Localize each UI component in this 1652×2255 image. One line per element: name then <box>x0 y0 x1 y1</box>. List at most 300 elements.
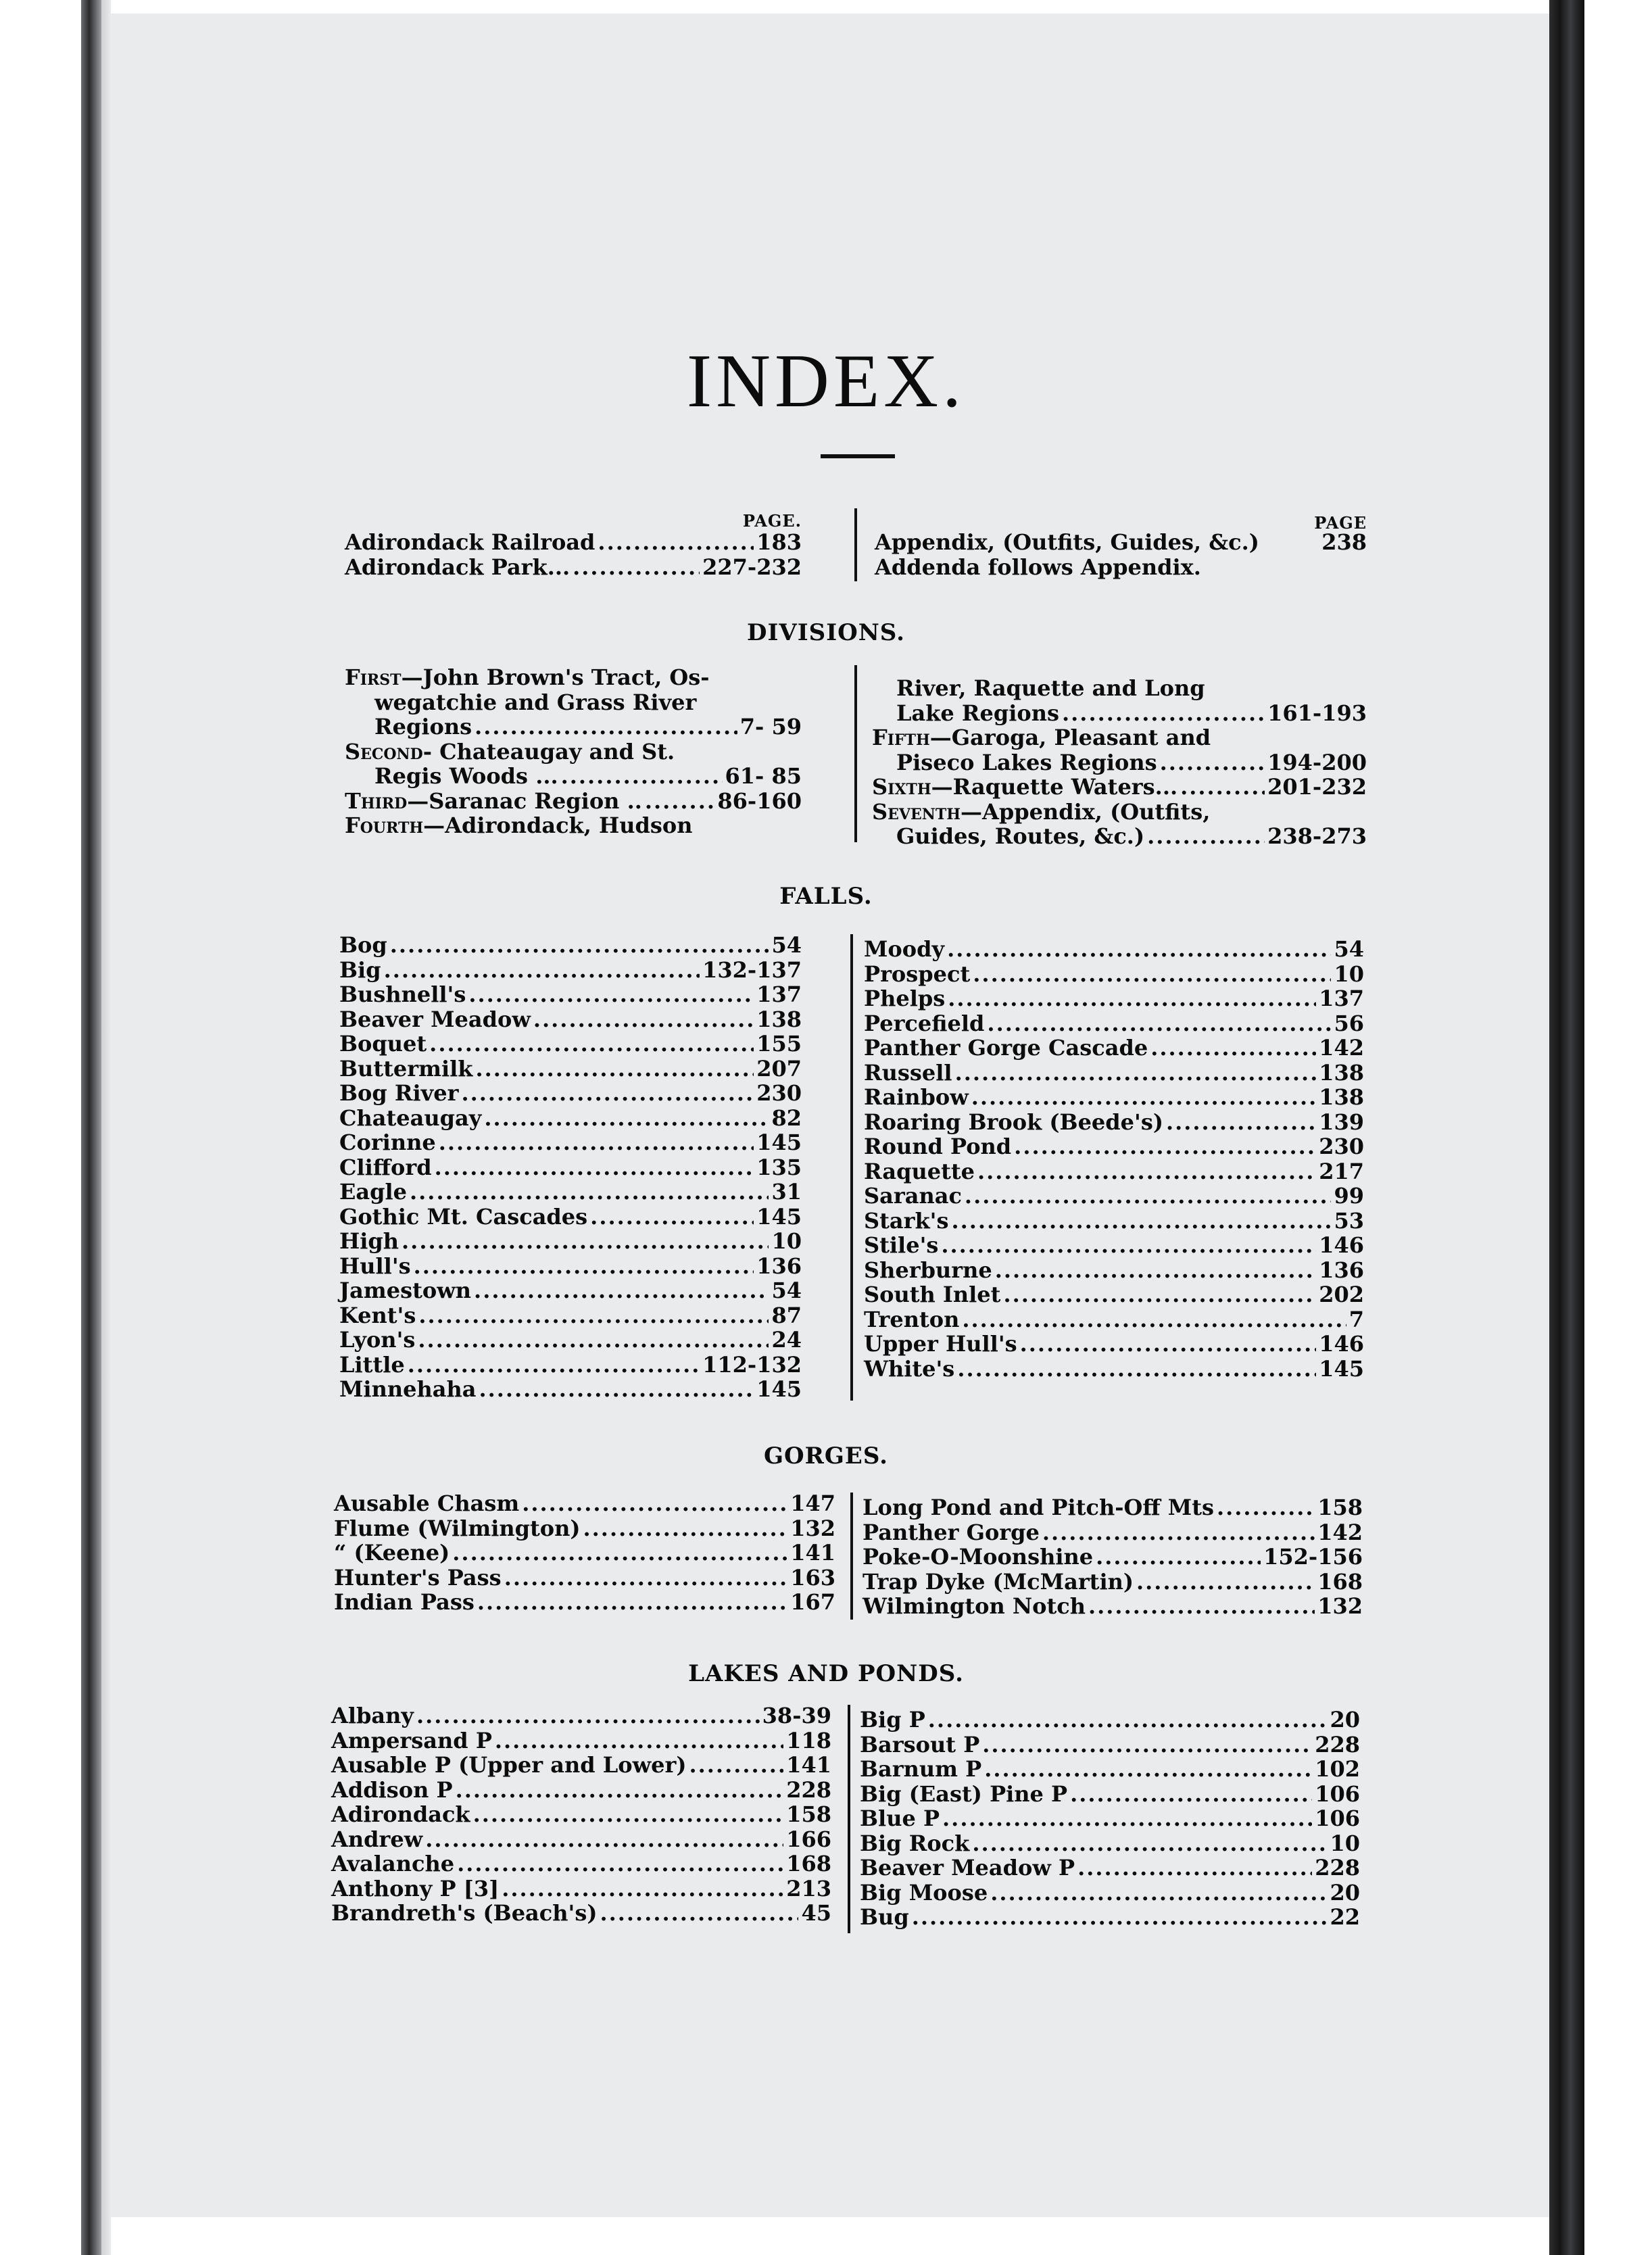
division-entry: Fifth—Garoga, Pleasant and <box>872 725 1211 750</box>
entry-label: Big Rock <box>860 1830 970 1856</box>
leader-dots <box>452 1541 787 1566</box>
entry-page-number: 139 <box>1319 1109 1364 1135</box>
leader-dots <box>416 1703 760 1728</box>
entry-page-number: 168 <box>786 1851 831 1876</box>
entry-label: Hunter's Pass <box>334 1564 502 1591</box>
entry-page-number: 230 <box>1319 1134 1364 1159</box>
index-entry <box>331 1703 831 1728</box>
entry-page-number: 135 <box>756 1154 802 1180</box>
division-entry: Third—Saranac Region .. ..... 86-160 <box>345 789 802 814</box>
index-entry <box>339 1081 802 1106</box>
index-entry <box>864 1011 1364 1036</box>
entry-label: Eagle <box>339 1179 408 1205</box>
index-entry <box>864 1159 1364 1184</box>
entry-page-number: 20 <box>1330 1879 1360 1906</box>
index-entry <box>339 1254 802 1279</box>
section-heading-divisions: DIVISIONS. <box>746 619 905 646</box>
entry-page-number: 7 <box>1349 1306 1364 1332</box>
entry-label: Russell <box>864 1059 952 1086</box>
leader-dots <box>995 1258 1316 1283</box>
leader-dots <box>504 1566 788 1591</box>
leader-dots <box>390 933 769 958</box>
entry-page-number: 168 <box>1317 1568 1363 1595</box>
division-entry: First—John Brown's Tract, Os- <box>345 664 710 690</box>
index-entry <box>331 1753 831 1778</box>
entry-page-number: 138 <box>756 1006 802 1032</box>
leader-dots <box>468 982 754 1007</box>
leader-dots <box>984 1757 1312 1782</box>
entry-label: Lyon's <box>339 1327 416 1353</box>
entry-page-number: 87 <box>771 1302 802 1328</box>
section-heading-falls: FALLS. <box>779 883 873 910</box>
entry-page-number: 145 <box>756 1130 802 1155</box>
index-entry <box>863 1495 1363 1520</box>
leader-dots <box>439 1130 754 1155</box>
entry-page-number: 22 <box>1330 1904 1360 1930</box>
entry-label: Long Pond and Pitch-Off Mts <box>863 1495 1214 1520</box>
index-entry <box>339 982 802 1007</box>
entry-page-number: 147 <box>790 1490 835 1516</box>
entry-page-number: 136 <box>756 1253 802 1279</box>
section-heading-gorges: GORGES. <box>763 1442 889 1470</box>
entry-page-number: 228 <box>1315 1731 1360 1757</box>
entry-label: Avalanche <box>331 1851 455 1876</box>
entry-page-number: 166 <box>786 1826 831 1852</box>
entry-page-number: 163 <box>790 1564 835 1591</box>
leader-dots <box>928 1707 1328 1732</box>
entry-page-number: 10 <box>1334 961 1364 987</box>
entry-label: Trenton <box>864 1306 960 1332</box>
entry-page-number: 106 <box>1315 1780 1360 1807</box>
index-entry <box>860 1881 1360 1906</box>
entry-page-number: 45 <box>801 1900 831 1926</box>
entry-page-number: 145 <box>1319 1355 1364 1382</box>
index-entry <box>863 1570 1363 1595</box>
entry-label: Barnum P <box>860 1756 982 1782</box>
leader-dots <box>1150 1036 1316 1061</box>
entry-label: Albany <box>331 1703 414 1728</box>
entry-label: Kent's <box>339 1302 416 1328</box>
entry-label: Adirondack <box>331 1801 470 1827</box>
entry-label: Jamestown <box>339 1278 472 1303</box>
page-column-label: PAGE <box>1314 513 1367 533</box>
division-entry-line: Guides, Routes, &c.) ..... 238-273 <box>872 824 1367 849</box>
entry-page-number: 158 <box>786 1801 831 1827</box>
leader-dots <box>475 1057 754 1082</box>
index-entry <box>864 1209 1364 1234</box>
division-entry: Seventh—Appendix, (Outfits, <box>872 798 1211 825</box>
column-divider <box>854 508 857 581</box>
index-entry <box>864 1307 1364 1332</box>
leader-dots <box>1166 1110 1316 1135</box>
entry-page-number: 152-156 <box>1263 1544 1363 1570</box>
entry-label: Percefield <box>864 1010 985 1036</box>
leader-dots <box>473 1802 784 1827</box>
entry-label: Brandreth's (Beach's) <box>331 1900 598 1926</box>
entry-page-number: 145 <box>756 1376 802 1402</box>
entry-label: Blue P <box>860 1805 940 1831</box>
entry-label: Andrew <box>331 1826 423 1852</box>
entry-page-number: 54 <box>1334 936 1364 962</box>
index-entry <box>864 1134 1364 1159</box>
leader-dots <box>1077 1856 1312 1881</box>
entry-label: Panther Gorge Cascade <box>864 1035 1148 1061</box>
index-entry <box>860 1732 1360 1757</box>
entry-label: Clifford <box>339 1154 432 1180</box>
index-entry <box>339 1229 802 1254</box>
index-entry <box>334 1566 835 1591</box>
index-entry <box>864 1184 1364 1209</box>
entry-page-number: 53 <box>1334 1207 1364 1234</box>
leader-dots <box>502 1876 783 1901</box>
leader-dots <box>435 1155 754 1180</box>
divisions-right-column <box>872 676 1367 849</box>
division-entry: Sixth—Raquette Waters... ..... 201-232 <box>872 775 1367 800</box>
entry-page-number: 38-39 <box>762 1703 831 1728</box>
leader-dots <box>477 1590 787 1615</box>
index-entry <box>334 1491 835 1516</box>
division-entry-line: wegatchie and Grass River <box>374 689 697 715</box>
leader-dots <box>418 1328 769 1353</box>
index-entry <box>339 1155 802 1180</box>
entry-label: Phelps <box>864 986 946 1011</box>
entry-page-number: 132-137 <box>702 956 802 983</box>
index-entry <box>864 1036 1364 1061</box>
entry-page-number: 213 <box>786 1875 831 1901</box>
index-entry <box>339 1205 802 1230</box>
entry-page-number: 112-132 <box>702 1351 802 1378</box>
entry-label: Ausable P (Upper and Lower) <box>331 1752 687 1778</box>
leader-dots <box>982 1732 1312 1757</box>
entry-page-number: 56 <box>1334 1010 1364 1036</box>
entry-label: Buttermilk <box>339 1055 473 1082</box>
entry-page-number: 132 <box>790 1515 835 1541</box>
entry-label: Prospect <box>864 961 971 987</box>
index-entry <box>339 1180 802 1205</box>
entry-page-number: 141 <box>790 1540 835 1566</box>
column-divider <box>850 934 853 1401</box>
entry-page-number: 136 <box>1319 1257 1364 1283</box>
index-entry <box>864 1357 1364 1382</box>
index-entry <box>860 1831 1360 1856</box>
entry-label: Saranac <box>864 1183 962 1209</box>
index-entry <box>339 1007 802 1032</box>
leader-dots <box>965 1184 1332 1209</box>
entry-label: Rainbow <box>864 1084 969 1110</box>
index-entry: Addenda follows Appendix. <box>875 554 1201 580</box>
leader-dots <box>1014 1134 1316 1159</box>
leader-dots <box>583 1516 788 1541</box>
entry-page-number: 137 <box>1319 986 1364 1011</box>
entry-label: Round Pond <box>864 1134 1012 1159</box>
top-right-column <box>875 513 1367 580</box>
entry-page-number: 230 <box>756 1080 802 1106</box>
entry-label: Roaring Brook (Beede's) <box>864 1109 1163 1135</box>
entry-label: Corinne <box>339 1130 436 1155</box>
index-entry <box>331 1827 831 1852</box>
leader-dots <box>951 1209 1331 1234</box>
index-entry <box>864 937 1364 962</box>
entry-label: White's <box>864 1355 955 1382</box>
gorges-left-column <box>334 1491 835 1615</box>
entry-label: Stile's <box>864 1232 939 1258</box>
index-entry <box>864 986 1364 1011</box>
entry-page-number: 102 <box>1315 1756 1360 1782</box>
entry-label: Barsout P <box>860 1731 980 1757</box>
entry-label: Addison P <box>331 1776 453 1803</box>
entry-label: Bog <box>339 932 387 958</box>
entry-label: Little <box>339 1351 405 1378</box>
index-entry <box>339 1057 802 1082</box>
entry-page-number: 142 <box>1319 1035 1364 1061</box>
leader-dots <box>1070 1782 1312 1807</box>
index-entry <box>331 1802 831 1827</box>
index-entry <box>864 1282 1364 1307</box>
entry-label: Minnehaha <box>339 1376 477 1402</box>
division-entry-line: River, Raquette and Long <box>896 675 1205 701</box>
index-entry <box>339 1278 802 1303</box>
entry-label: Moody <box>864 936 945 962</box>
entry-label: Big <box>339 956 381 983</box>
entry-label: Bog River <box>339 1080 459 1106</box>
index-entry: Adirondack Park... ..... 227-232 <box>345 555 802 580</box>
index-entry <box>860 1782 1360 1807</box>
entry-page-number: 132 <box>1317 1593 1363 1619</box>
index-entry <box>339 1106 802 1131</box>
section-heading-lakes-and-ponds: LAKES AND PONDS. <box>688 1660 964 1687</box>
leader-dots <box>474 1278 769 1303</box>
index-entry <box>860 1806 1360 1831</box>
entry-page-number: 138 <box>1319 1059 1364 1086</box>
entry-page-number: 99 <box>1334 1183 1364 1209</box>
index-entry <box>331 1728 831 1753</box>
leader-dots <box>689 1753 784 1778</box>
division-entry-line: Piseco Lakes Regions ..... 194-200 <box>872 750 1367 775</box>
leader-dots <box>522 1491 787 1516</box>
divisions-left-column <box>345 665 802 838</box>
entry-label: Anthony P [3] <box>331 1875 500 1901</box>
entry-page-number: 118 <box>786 1727 831 1753</box>
page-title: INDEX. <box>686 339 966 423</box>
division-entry: Fourth—Adirondack, Hudson <box>345 813 693 838</box>
entry-label: Hull's <box>339 1253 411 1279</box>
index-entry <box>334 1590 835 1615</box>
index-entry <box>339 1303 802 1328</box>
index-entry <box>339 1328 802 1353</box>
entry-label: Beaver Meadow <box>339 1006 531 1032</box>
entry-label: Wilmington Notch <box>863 1593 1086 1619</box>
leader-dots <box>457 1851 783 1876</box>
entry-label: Gothic Mt. Cascades <box>339 1203 588 1230</box>
index-entry <box>339 1353 802 1378</box>
leader-dots <box>962 1307 1346 1332</box>
lakes-left-column <box>331 1703 831 1926</box>
title-rule <box>821 454 895 458</box>
leader-dots <box>1088 1594 1315 1619</box>
entry-label: Ausable Chasm <box>334 1490 520 1516</box>
entry-label: Stark's <box>864 1207 949 1234</box>
entry-page-number: 10 <box>771 1228 802 1254</box>
leader-dots <box>971 1085 1316 1110</box>
entry-label: “ (Keene) <box>334 1540 450 1566</box>
index-entry <box>331 1778 831 1803</box>
leader-dots <box>990 1881 1327 1906</box>
leader-dots <box>942 1806 1312 1831</box>
entry-page-number: 82 <box>771 1105 802 1131</box>
entry-page-number: 10 <box>1330 1830 1360 1856</box>
division-entry-line: Lake Regions ..... 161-193 <box>872 701 1367 726</box>
leader-dots <box>402 1229 769 1254</box>
index-entry <box>860 1856 1360 1881</box>
entry-label: Panther Gorge <box>863 1519 1040 1545</box>
index-entry <box>331 1901 831 1926</box>
index-entry <box>331 1851 831 1876</box>
gorges-right-column <box>863 1495 1363 1619</box>
entry-page-number: 202 <box>1319 1282 1364 1307</box>
leader-dots <box>429 1032 754 1057</box>
entry-page-number: 228 <box>1315 1855 1360 1881</box>
entry-page-number: 217 <box>1319 1158 1364 1184</box>
entry-label: Big (East) Pine P <box>860 1780 1068 1807</box>
leader-dots <box>973 962 1331 987</box>
index-entry <box>863 1545 1363 1570</box>
entry-label: Bug <box>860 1904 909 1930</box>
entry-page-number: 24 <box>771 1327 802 1353</box>
division-entry-line: Regis Woods ... ..... 61- 85 <box>345 764 802 789</box>
index-entry <box>860 1707 1360 1732</box>
entry-page-number: 146 <box>1319 1331 1364 1357</box>
column-divider <box>854 665 857 842</box>
index-entry <box>860 1905 1360 1930</box>
leader-dots <box>1096 1545 1261 1570</box>
index-entry <box>864 1332 1364 1357</box>
entry-page-number: 54 <box>771 932 802 958</box>
top-left-column <box>345 512 802 579</box>
entry-page-number: 167 <box>790 1589 835 1615</box>
entry-label: Boquet <box>339 1031 427 1057</box>
lakes-right-column <box>860 1707 1360 1930</box>
leader-dots <box>948 986 1316 1011</box>
index-entry <box>334 1516 835 1541</box>
leader-dots <box>1020 1332 1317 1357</box>
division-entry-line: Regions ..... 7- 59 <box>345 714 802 739</box>
entry-page-number: 20 <box>1330 1707 1360 1732</box>
entry-label: Chateaugay <box>339 1105 482 1131</box>
entry-label: Sherburne <box>864 1257 992 1283</box>
leader-dots <box>912 1905 1328 1930</box>
leader-dots <box>600 1901 798 1926</box>
leader-dots <box>1136 1570 1315 1595</box>
entry-label: Ampersand P <box>331 1727 492 1753</box>
leader-dots <box>533 1007 754 1032</box>
entry-page-number: 155 <box>756 1031 802 1057</box>
leader-dots <box>484 1106 769 1131</box>
index-entry <box>864 1061 1364 1086</box>
entry-label: Trap Dyke (McMartin) <box>863 1568 1134 1595</box>
falls-left-column <box>339 933 802 1402</box>
index-entry <box>864 962 1364 987</box>
index-entry <box>864 1085 1364 1110</box>
leader-dots <box>461 1081 754 1106</box>
entry-label: Indian Pass <box>334 1589 475 1615</box>
entry-page-number: 146 <box>1319 1232 1364 1258</box>
leader-dots <box>456 1778 784 1803</box>
falls-right-column <box>864 937 1364 1381</box>
column-divider <box>848 1705 850 1933</box>
entry-label: Big Moose <box>860 1879 988 1906</box>
page-column-label: PAGE. <box>742 511 802 531</box>
leader-dots <box>425 1827 783 1852</box>
leader-dots <box>977 1159 1316 1184</box>
leader-dots <box>987 1011 1331 1036</box>
index-entry <box>339 933 802 958</box>
index-entry <box>334 1541 835 1566</box>
leader-dots <box>941 1233 1316 1258</box>
entry-label: High <box>339 1228 399 1254</box>
index-entry <box>863 1520 1363 1545</box>
entry-page-number: 228 <box>786 1776 831 1803</box>
entry-page-number: 145 <box>756 1203 802 1230</box>
index-entry: Appendix, (Outfits, Guides, &c.) 238 <box>875 529 1367 555</box>
entry-page-number: 137 <box>756 981 802 1007</box>
entry-label: Raquette <box>864 1158 975 1184</box>
entry-page-number: 138 <box>1319 1084 1364 1110</box>
index-entry <box>864 1233 1364 1258</box>
index-entry <box>339 958 802 983</box>
index-entry <box>339 1377 802 1402</box>
entry-label: Bushnell's <box>339 981 466 1007</box>
entry-page-number: 141 <box>786 1752 831 1778</box>
index-entry <box>339 1032 802 1057</box>
index-entry <box>339 1130 802 1155</box>
entry-label: Beaver Meadow P <box>860 1855 1075 1881</box>
index-entry <box>863 1594 1363 1619</box>
leader-dots <box>495 1728 783 1753</box>
leader-dots <box>947 937 1331 962</box>
leader-dots <box>384 958 700 983</box>
index-entry <box>864 1110 1364 1135</box>
leader-dots <box>957 1357 1316 1382</box>
index-entry <box>331 1876 831 1901</box>
index-entry: Adirondack Railroad ..... 183 <box>345 530 802 555</box>
entry-page-number: 106 <box>1315 1805 1360 1831</box>
column-divider <box>850 1493 853 1620</box>
index-entry <box>864 1258 1364 1283</box>
leader-dots <box>590 1205 754 1230</box>
entry-page-number: 207 <box>756 1055 802 1082</box>
entry-label: Poke-O-Moonshine <box>863 1544 1094 1570</box>
entry-label: Big P <box>860 1707 925 1732</box>
leader-dots <box>410 1180 769 1205</box>
entry-page-number: 158 <box>1317 1495 1363 1520</box>
entry-page-number: 31 <box>771 1179 802 1205</box>
entry-label: South Inlet <box>864 1282 1001 1307</box>
index-entry <box>860 1757 1360 1782</box>
leader-dots <box>1217 1495 1315 1520</box>
entry-label: Upper Hull's <box>864 1331 1017 1357</box>
leader-dots <box>418 1303 769 1328</box>
leader-dots <box>408 1353 700 1378</box>
leader-dots <box>1003 1282 1316 1307</box>
entry-label: Flume (Wilmington) <box>334 1515 581 1541</box>
entry-page-number: 54 <box>771 1278 802 1303</box>
leader-dots <box>414 1254 754 1279</box>
division-entry: Second- Chateaugay and St. <box>345 738 675 765</box>
leader-dots <box>972 1831 1327 1856</box>
leader-dots <box>1042 1520 1315 1545</box>
entry-page-number: 142 <box>1317 1519 1363 1545</box>
leader-dots <box>479 1377 754 1402</box>
